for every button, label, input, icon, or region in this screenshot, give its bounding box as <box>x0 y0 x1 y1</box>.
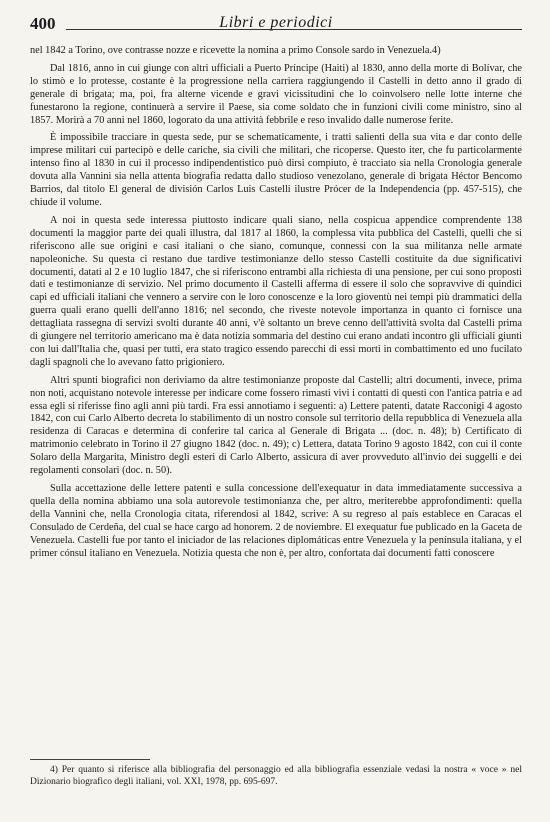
page-header <box>30 14 522 38</box>
paragraph-exequatur: Sulla accettazione delle lettere patenti e sulla concessione dell'exequatur in data immediatamente successiva a quella della nomina abbiamo una sola autorevole testimonianza che, per altro, meriterebbe approfondimenti: quella della Vannini che, nella Cronologia citata, riferendosi al 1842, scrive: A su regreso al país establece en Caracas el Consulado de Cerdeña, del cual se hace cargo ad honorem. 2 de noviembre. El exequatur fue publicado en la Gaceta de Venezuela. Castelli fue por tanto el iniciador de las relaciones diplomáticas entre Venezuela y la península italiana, y el primer cónsul italiano en Venezuela. Notizia questa che non è, per altro, confortata dai documenti fatti conoscere <box>30 483 522 559</box>
paragraph-continuation: nel 1842 a Torino, ove contrasse nozze e ricevette la nomina a primo Console sardo in Venezuela.4) <box>30 45 441 56</box>
paragraph-biography-sources: È impossibile tracciare in questa sede, pur se schematicamente, i tratti salienti della sua vita e dar conto delle imprese militari cui partecipò e delle cariche, sia civili che militari, che ricoperse. Questo iter, che fu particolarmente intenso fino al 1830 in cui il processo indipendentistico può dirsi compiuto, è tracciato sia nella Cronologia generale dovuta alla Vannini sia nella attenta biografia redatta dallo studioso venezolano, generale di brigata Héctor Bencomo Barrios, dal titolo El general de división Carlos Luis Castelli ilustre Prócer de la Independencia (pp. 457-515), che chiude il volume. <box>30 132 522 208</box>
paragraph-other-documents: Altri spunti biografici non deriviamo da altre testimonianze proposte dal Castelli; altri documenti, invece, prima non noti, acquistano notevole interesse per indicare come fossero rimasti vivi i contatti di questi con l'antica patria e ad essa egli si riferisse fino agli anni più tardi. Fra essi annotiamo i seguenti: a) Lettere patenti, datate Racconigi 4 agosto 1842, con cui Carlo Alberto decreta lo stabilimento di un nostro console sul territorio della repubblica di Venezuela alla residenza di Caracas e determina di conferire tal carica al Generale di Brigata ... (doc. n. 48); b) Certificato di matrimonio celebrato in Torino il 27 giugno 1842 (doc. n. 49); c) Lettera, datata Torino 9 agosto 1842, con cui il conte Solaro della Margarita, Ministro degli esteri di Carlo Alberto, assicura di aver provveduto all'invio dei suggelli e dei regolamenti consolari (doc. n. 50). <box>30 374 522 477</box>
article-body <box>30 45 522 560</box>
paragraph-career: Dal 1816, anno in cui giunge con altri ufficiali a Puerto Príncipe (Haiti) al 1830, anno della morte di Bolívar, che lo stimò e lo protesse, costante è la progressione nella carriera raggiungendo il Castelli in detto anno il grado di generale di brigata; ma, poi, fra alterne vicende e gravi vicissitudini che lo coinvolsero nelle lotte interne che funestarono la regione, continuerà a servire il Paese, sia come soldato che in funzioni civili come ministro, sino al 1857. Morirà a 70 anni nel 1860, logorato da una attività febbrile e reso invalido dalle numerose ferite. <box>30 62 522 126</box>
footnote-area <box>30 759 522 788</box>
page-number: 400 <box>30 14 56 33</box>
footnote-4: 4) Per quanto si riferisce alla bibliografia del personaggio ed alla bibliografia essenziale vedasi la nostra « voce » nel Dizionario biografico degli italiani, vol. XXI, 1978, pp. 695-697. <box>30 765 522 787</box>
header-rule <box>66 29 522 30</box>
paragraph-appendix-documents: A noi in questa sede interessa piuttosto indicare quali siano, nella cospicua appendice comprendente 138 documenti la maggior parte dei quali illustra, dal 1817 al 1860, la complessa vita pubblica del Castelli, quelli che si riferiscono alle sue origini e casi italiani o che siano, comunque, connessi con la sua militanza nelle armate napoleoniche. Su questa ci restano due tardive testimonianze dello stesso Castelli costituite da due significativi documenti, datati al 2 e 10 luglio 1847, che si riferiscono entrambi alla richiesta di una pensione, per cui sono proposti dati e testimonianze di servizio. Nel primo documento il Castelli afferma di essere il solo che sopravvive di quindici capi ed ufficiali italiani che vennero a servire con le loro conoscenze e la loro gioventù nei tempi più drammatici della guerra quali erano quelli dell'anno 1816; nel secondo, che riveste notevole importanza in quanto ci fornisce una dettagliata rassegna di servizi svolti durante 40 anni, v'è soltanto un breve cenno dell'attività svolta dal Castelli prima di giungere nel territorio americano ma è data notizia sommaria del destino cui erano andati incontro gli ufficiali giunti con lui dall'Italia che, quasi per tutti, era stato tragico essendo parecchi di essi morti in combattimento ed uno fucilato dagli spagnoli che lo avevano fatto prigioniero. <box>30 214 522 368</box>
footnote-rule <box>30 759 150 760</box>
running-title: Libri e periodici <box>219 14 333 31</box>
